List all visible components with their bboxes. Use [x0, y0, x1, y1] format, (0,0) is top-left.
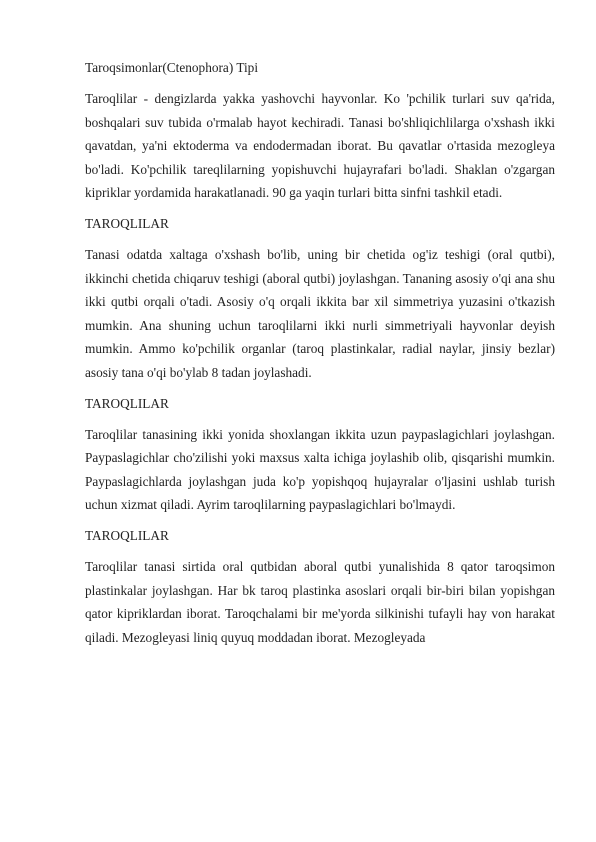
section-heading: TAROQLILAR: [85, 395, 169, 411]
document-page: [85, 58, 555, 658]
section-heading: TAROQLILAR: [85, 215, 169, 231]
paragraph-comb-plates: Taroqlilar tanasi sirtida oral qutbidan aboral qutbi yunalishida 8 qator taroqsimon plastinkalar joylashgan. Har bk taroq plastinka asoslari orqali bir-biri bilan yopishgan qator kipriklardan iborat. Taroqchalami bir me'yorda silkinishi tufayli hay von harakat qiladi. Mezogleyasi liniq quyuq moddadan iborat. Mezogleyada: [85, 558, 555, 645]
paragraph-intro: Taroqlilar - dengizlarda yakka yashovchi hayvonlar. Ko 'pchilik turlari suv qa'rida, boshqalari suv tubida o'rmalab hayot kechiradi. Tanasi bo'shliqichlilarga o'xshash ikki qavatdan, ya'ni ektoderma va endodermadan iborat. Bu qavatlar o'rtasida mezogleya bo'ladi. Ko'pchilik tareqlilarning yopishuvchi hujayrafari bo'ladi. Shaklan o'zgargan kipriklar yordamida harakatlanadi. 90 ga yaqin turlari bitta sinfni tashkil etadi.: [85, 91, 555, 201]
paragraph-tentacles: Taroqlilar tanasining ikki yonida shoxlangan ikkita uzun paypaslagichlari joylashgan. Paypaslagichlar cho'zilishi yoki maxsus xalta ichiga joylashib olib, qisqarishi mumkin. Paypaslagichlarda joylashgan juda ko'p yopishqoq hujayralar o'ljasini ushlab turish uchun xizmat qiladi. Ayrim taroqlilarning paypaslagichlari bo'lmaydi.: [85, 426, 555, 513]
document-title: Taroqsimonlar(Ctenophora) Tipi: [85, 60, 259, 75]
paragraph-body-shape: Tanasi odatda xaltaga o'xshash bo'lib, uning bir chetida og'iz teshigi (oral qutbi), ikkinchi chetida chiqaruv teshigi (aboral qutbi) joylashgan. Tananing asosiy o'qi ana shu ikki qutbi orqali o'tadi. Asosiy o'q orqali ikkita bar xil simmetriya yuzasini o'tkazish mumkin. Ana shuning uchun taroqlilarni ikki nurli simmetriyali hayvonlar deyish mumkin. Ammo ko'pchilik organlar (taroq plastinkalar, radial naylar, jinsiy bezlar) asosiy tana o'qi bo'ylab 8 tadan joylashadi.: [85, 246, 555, 380]
section-heading: TAROQLILAR: [85, 527, 169, 543]
